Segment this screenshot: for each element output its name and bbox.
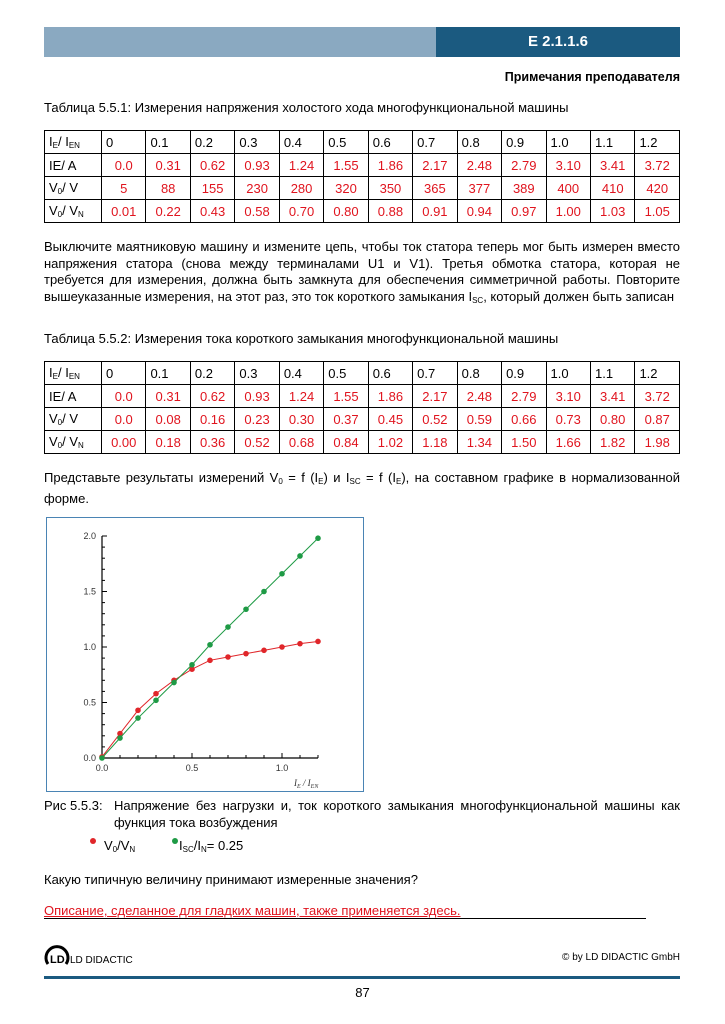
- table-cell: 1.82: [590, 431, 634, 454]
- legend-v0-vn: [90, 838, 135, 854]
- table-cell: 0.0: [102, 408, 146, 431]
- data-point-1: [243, 606, 249, 612]
- table-cell: 389: [502, 177, 546, 200]
- table-cell: 0.9: [502, 362, 546, 385]
- table-cell: 1.34: [457, 431, 501, 454]
- data-point-0: [135, 707, 141, 713]
- table-cell: 0.30: [279, 408, 323, 431]
- header-bar: [44, 27, 436, 57]
- data-point-1: [135, 715, 141, 721]
- table-cell: 400: [546, 177, 590, 200]
- row-label: [45, 431, 102, 454]
- t: I: [179, 838, 183, 853]
- table-cell: 1.18: [413, 431, 457, 454]
- table-cell: 155: [190, 177, 234, 200]
- label-part: I: [49, 134, 53, 149]
- table-cell: 88: [146, 177, 190, 200]
- x-label-part: I: [294, 778, 297, 788]
- label-sub: EN: [68, 372, 80, 381]
- row-label: [45, 408, 102, 431]
- x-label-part: EN: [310, 784, 319, 790]
- table-cell: 0.66: [502, 408, 546, 431]
- table-cell: 0.6: [368, 131, 412, 154]
- table-cell: 0.80: [324, 200, 368, 223]
- table-cell: 2.48: [457, 385, 501, 408]
- table-cell: 350: [368, 177, 412, 200]
- table-cell: 0.0: [102, 385, 146, 408]
- table-cell: 0.23: [235, 408, 279, 431]
- table-cell: 0.00: [102, 431, 146, 454]
- label-sub: 0: [57, 187, 63, 196]
- data-point-1: [279, 571, 285, 577]
- t: V: [104, 838, 113, 853]
- table-cell: 0.3: [235, 131, 279, 154]
- table-cell: 377: [457, 177, 501, 200]
- figure-caption: [44, 797, 680, 831]
- t: = f (I: [282, 470, 319, 485]
- table-cell: 1.50: [502, 431, 546, 454]
- data-point-0: [153, 691, 159, 697]
- table1-no-load-voltage: [44, 130, 680, 223]
- table2-short-circuit-current: [44, 361, 680, 454]
- table-cell: 0.8: [457, 131, 501, 154]
- logo-text: LD DIDACTIC: [70, 955, 133, 966]
- table-cell: 1.24: [279, 154, 323, 177]
- s: SC: [349, 477, 361, 486]
- paragraph-sub: SC: [472, 295, 484, 305]
- paragraph-text: , который должен быть записан: [483, 288, 675, 304]
- task-paragraph: [44, 470, 680, 507]
- s: SC: [182, 845, 194, 854]
- table2-caption: Таблица 5.5.2: Измерения тока короткого замыкания многофункциональной машины: [44, 331, 559, 346]
- table-cell: 3.10: [546, 154, 590, 177]
- table-cell: 0.16: [190, 408, 234, 431]
- table-cell: 0.1: [146, 131, 190, 154]
- table-cell: 0.36: [190, 431, 234, 454]
- chart-frame: [46, 517, 364, 792]
- table-cell: 1.98: [635, 431, 680, 454]
- t: = f (I: [360, 470, 396, 485]
- label-part: IE/ A: [49, 157, 77, 173]
- table-cell: 0.91: [413, 200, 457, 223]
- table-cell: 3.72: [635, 154, 680, 177]
- table-row: [45, 408, 680, 431]
- table-cell: 1.2: [635, 131, 680, 154]
- table-cell: 1.05: [635, 200, 680, 223]
- data-point-0: [297, 641, 303, 647]
- table-cell: 230: [235, 177, 279, 200]
- table-cell: 0.62: [190, 385, 234, 408]
- t: = 0.25: [206, 838, 244, 853]
- label-part: I: [49, 365, 53, 380]
- svg-text:LD: LD: [50, 954, 65, 966]
- table-cell: 1.0: [546, 362, 590, 385]
- ld-logo-icon: [44, 940, 70, 966]
- x-label-part: / I: [300, 778, 311, 788]
- label-sub: N: [78, 441, 84, 450]
- s: 0: [112, 845, 118, 854]
- data-point-0: [243, 651, 249, 657]
- green-dot-icon: [172, 838, 178, 844]
- data-point-1: [117, 735, 123, 741]
- row-label: [45, 154, 102, 177]
- x-tick-label: 0.5: [185, 763, 199, 773]
- table-cell: 0.7: [413, 131, 457, 154]
- table-cell: 0.52: [235, 431, 279, 454]
- teacher-notes-label: Примечания преподавателя: [504, 70, 680, 84]
- table-row: [45, 200, 680, 223]
- table-cell: 0.68: [279, 431, 323, 454]
- table-cell: 0.37: [324, 408, 368, 431]
- row-label: [45, 177, 102, 200]
- label-sub: 0: [57, 418, 63, 427]
- table-cell: 0.73: [546, 408, 590, 431]
- table-cell: 0.93: [235, 385, 279, 408]
- table-cell: 0.58: [235, 200, 279, 223]
- table-cell: 0: [102, 131, 146, 154]
- table-cell: 0.0: [102, 154, 146, 177]
- row-label: [45, 131, 102, 154]
- s: N: [200, 845, 207, 854]
- label-part: V: [49, 434, 58, 449]
- table-cell: 2.79: [502, 154, 546, 177]
- table-cell: 420: [635, 177, 680, 200]
- t: ), на составном графике в нормализованной форме.: [44, 470, 680, 506]
- table-cell: 1.66: [546, 431, 590, 454]
- table-cell: 0: [102, 362, 146, 385]
- table-cell: 0.8: [457, 362, 501, 385]
- label-part: / V: [62, 434, 79, 449]
- table-cell: 0.87: [635, 408, 680, 431]
- table-cell: 1.24: [279, 385, 323, 408]
- table-cell: 0.31: [146, 385, 190, 408]
- document-code: E 2.1.1.6: [436, 27, 680, 57]
- table-cell: 0.70: [279, 200, 323, 223]
- table-cell: 3.41: [590, 385, 634, 408]
- y-tick-label: 2.0: [83, 531, 96, 541]
- table-cell: 0.80: [590, 408, 634, 431]
- table-cell: 1.02: [368, 431, 412, 454]
- label-part: / V: [62, 180, 79, 195]
- data-point-0: [261, 648, 267, 654]
- table-cell: 1.55: [324, 385, 368, 408]
- label-sub: E: [52, 141, 58, 150]
- table-cell: 0.7: [413, 362, 457, 385]
- table-cell: 3.72: [635, 385, 680, 408]
- t: /V: [117, 838, 130, 853]
- table-cell: 2.17: [413, 154, 457, 177]
- data-point-0: [225, 654, 231, 660]
- table-cell: 1.0: [546, 131, 590, 154]
- y-tick-label: 1.0: [83, 642, 96, 652]
- y-tick-label: 0.0: [83, 753, 96, 763]
- x-tick-label: 0.0: [95, 763, 109, 773]
- label-part: V: [49, 203, 58, 218]
- table-cell: 0.45: [368, 408, 412, 431]
- y-tick-label: 0.5: [83, 697, 96, 708]
- table-cell: 1.1: [590, 362, 634, 385]
- table-cell: 2.17: [413, 385, 457, 408]
- table-cell: 1.86: [368, 154, 412, 177]
- x-axis-label: [293, 778, 319, 790]
- s: 0: [278, 477, 283, 486]
- table-cell: 0.6: [368, 362, 412, 385]
- s: E: [395, 477, 402, 486]
- table-cell: 1.00: [546, 200, 590, 223]
- instruction-paragraph: [44, 239, 680, 309]
- label-sub: 0: [57, 210, 63, 219]
- figure-number: Рис 5.5.3:: [44, 798, 103, 813]
- figure-caption-text: Напряжение без нагрузки и, ток короткого замыкания многофункциональной машины как функция тока возбуждения: [114, 798, 680, 830]
- table-cell: 0.2: [190, 131, 234, 154]
- table-cell: 0.01: [102, 200, 146, 223]
- label-sub: E: [52, 372, 58, 381]
- data-point-1: [171, 680, 177, 686]
- s: E: [318, 477, 324, 486]
- data-point-0: [279, 644, 285, 650]
- x-tick-label: 1.0: [275, 763, 289, 773]
- ld-didactic-logo: [44, 940, 133, 966]
- row-label: [45, 385, 102, 408]
- table-cell: 0.4: [279, 362, 323, 385]
- row-label: [45, 200, 102, 223]
- data-point-0: [207, 658, 213, 664]
- y-tick-label: 1.5: [83, 586, 96, 597]
- footer-divider: [44, 976, 680, 979]
- table-row: [45, 154, 680, 177]
- label-part: V: [49, 180, 58, 195]
- data-point-1: [261, 589, 267, 595]
- t: ) и I: [323, 470, 350, 485]
- label-part: / I: [57, 134, 69, 149]
- t: /I: [193, 838, 201, 853]
- x-label-part: E: [297, 784, 301, 790]
- label-part: / V: [62, 203, 79, 218]
- table-cell: 0.08: [146, 408, 190, 431]
- table-cell: 0.62: [190, 154, 234, 177]
- red-dot-icon: [90, 838, 96, 844]
- label-part: / V: [62, 411, 79, 426]
- label-part: V: [49, 411, 58, 426]
- table-cell: 0.43: [190, 200, 234, 223]
- table-cell: 0.84: [324, 431, 368, 454]
- table-row: [45, 177, 680, 200]
- data-point-1: [189, 662, 195, 668]
- label-part: / I: [57, 365, 69, 380]
- table-cell: 365: [413, 177, 457, 200]
- table-row: [45, 362, 680, 385]
- legend-isc-in: [172, 838, 243, 854]
- copyright: © by LD DIDACTIC GmbH: [562, 952, 680, 963]
- table-cell: 0.18: [146, 431, 190, 454]
- table-row: [45, 131, 680, 154]
- answer-text: Описание, сделанное для гладких машин, также применяется здесь.: [44, 903, 646, 919]
- table-cell: 1.2: [635, 362, 680, 385]
- data-point-1: [99, 755, 105, 761]
- table-row: [45, 385, 680, 408]
- page-number: 87: [355, 985, 370, 1000]
- s: N: [129, 845, 136, 854]
- table-cell: 1.03: [590, 200, 634, 223]
- label-sub: 0: [57, 441, 63, 450]
- table-row: [45, 431, 680, 454]
- table-cell: 0.88: [368, 200, 412, 223]
- table-cell: 0.2: [190, 362, 234, 385]
- data-point-1: [207, 642, 213, 648]
- table-cell: 0.22: [146, 200, 190, 223]
- table-cell: 1.86: [368, 385, 412, 408]
- table-cell: 280: [279, 177, 323, 200]
- question-text: Какую типичную величину принимают измеренные значения?: [44, 872, 418, 887]
- table-cell: 410: [590, 177, 634, 200]
- table1-caption: Таблица 5.5.1: Измерения напряжения холостого хода многофункциональной машины: [44, 100, 569, 115]
- table-cell: 2.48: [457, 154, 501, 177]
- table-cell: 0.52: [413, 408, 457, 431]
- table-cell: 2.79: [502, 385, 546, 408]
- table-cell: 0.94: [457, 200, 501, 223]
- paragraph-text: Выключите маятниковую машину и измените цепь, чтобы ток статора теперь мог быть измерен вместо напряжения статора (снова между терминалами U1 и V1). Третья обмотка статора, которая не требуется для измерения, должна быть замкнута для обеспечения симметричной работы. Повторите вышеуказанные измерения, на этот раз, это ток короткого замыкания I: [44, 239, 680, 304]
- table-cell: 5: [102, 177, 146, 200]
- label-part: IE/ A: [49, 388, 77, 404]
- t: Представьте результаты измерений V: [44, 470, 279, 485]
- table-cell: 0.31: [146, 154, 190, 177]
- table-cell: 3.41: [590, 154, 634, 177]
- table-cell: 0.5: [324, 362, 368, 385]
- data-point-1: [315, 535, 321, 541]
- table-cell: 320: [324, 177, 368, 200]
- row-label: [45, 362, 102, 385]
- data-point-0: [315, 639, 321, 645]
- series-line-1: [102, 538, 318, 758]
- table-cell: 1.55: [324, 154, 368, 177]
- table-cell: 0.93: [235, 154, 279, 177]
- table-cell: 0.3: [235, 362, 279, 385]
- table-cell: 0.1: [146, 362, 190, 385]
- label-sub: N: [78, 210, 84, 219]
- table-cell: 0.5: [324, 131, 368, 154]
- table-cell: 0.97: [502, 200, 546, 223]
- data-point-1: [297, 553, 303, 559]
- normalized-chart: [47, 518, 362, 790]
- table-cell: 0.59: [457, 408, 501, 431]
- label-sub: EN: [68, 141, 80, 150]
- data-point-1: [153, 697, 159, 703]
- table-cell: 0.4: [279, 131, 323, 154]
- data-point-1: [225, 624, 231, 630]
- table-cell: 3.10: [546, 385, 590, 408]
- table-cell: 1.1: [590, 131, 634, 154]
- table-cell: 0.9: [502, 131, 546, 154]
